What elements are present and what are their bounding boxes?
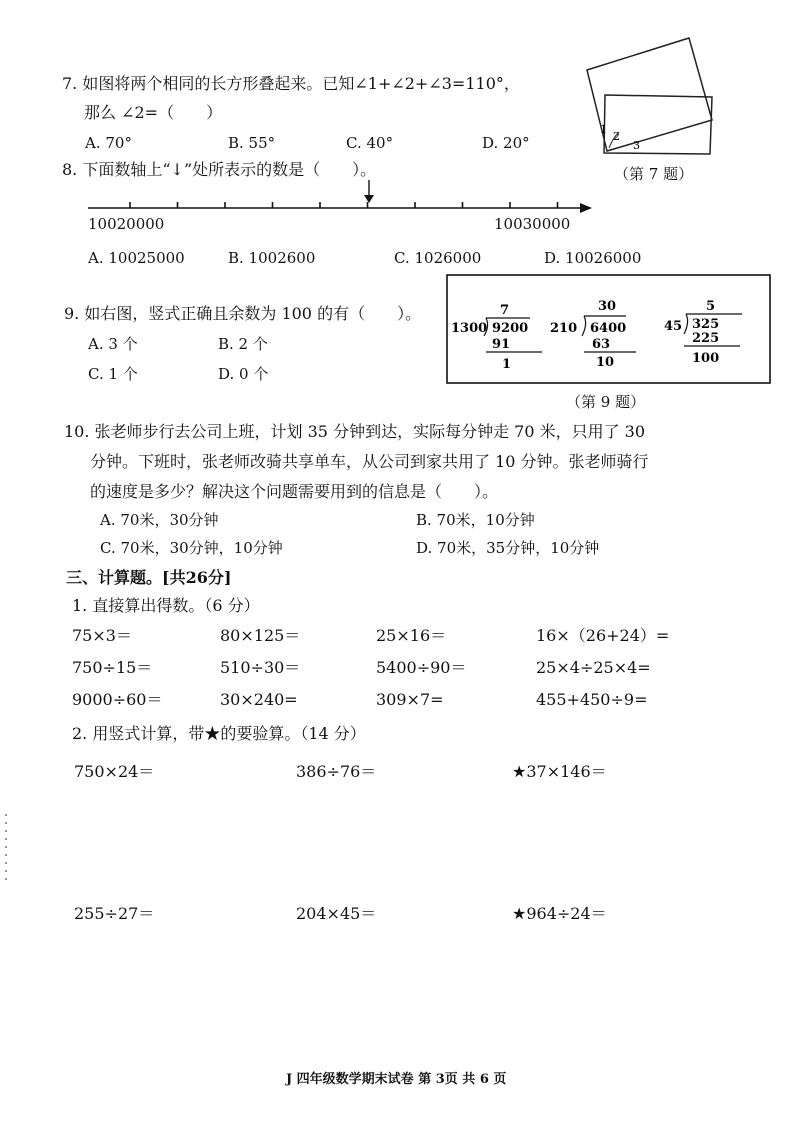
q9-option-a: A. 3 个 (88, 335, 138, 353)
vertical-calc-item: ★964÷24＝ (512, 904, 607, 923)
q9-division-box (446, 274, 772, 386)
division-2-product: 63 (592, 337, 611, 352)
q7-figure (585, 60, 725, 160)
section3-heading: 三、计算题。[共26分] (66, 568, 232, 587)
axis-left-label: 10020000 (88, 215, 165, 233)
calc-item: 16×（26+24）= (536, 626, 670, 645)
calc-item: 25×4÷25×4= (536, 658, 651, 677)
calc-item: 309×7= (376, 690, 444, 709)
division-1-remainder: 1 (502, 357, 512, 372)
number-line-ticks (130, 202, 558, 208)
q10-option-c: C. 70米，30分钟，10分钟 (100, 539, 283, 557)
division-2 (550, 299, 636, 370)
angle-label-1: 1 (600, 123, 607, 136)
division-3-product: 225 (692, 331, 720, 346)
division-2-quotient: 30 (598, 299, 617, 314)
division-3-divisor: 45 (664, 319, 683, 334)
q7-option-a: A. 70° (85, 134, 132, 152)
part1-title: 1. 直接算出得数。（6 分） (72, 596, 260, 615)
angle-label-3: 3 (633, 139, 640, 152)
q7-option-b: B. 55° (228, 134, 276, 152)
q8-text: 8. 下面数轴上“↓”处所表示的数是（ ）。 (62, 160, 377, 179)
division-2-divisor: 210 (550, 321, 578, 336)
q9-text: 9. 如右图，竖式正确且余数为 100 的有（ ）。 (64, 304, 422, 323)
division-1 (451, 303, 542, 372)
q8-option-a: A. 10025000 (88, 249, 185, 267)
vertical-calc-item: 750×24＝ (74, 762, 155, 781)
q10-line3: 的速度是多少？解决这个问题需要用到的信息是（ ）。 (90, 482, 499, 501)
q7-line2: 那么 ∠2=（ ） (84, 103, 223, 122)
calc-item: 80×125＝ (220, 626, 301, 645)
division-3-remainder: 100 (692, 351, 720, 366)
division-3-quotient: 5 (706, 299, 716, 314)
division-1-product: 91 (492, 337, 511, 352)
division-1-dividend: 9200 (492, 321, 529, 336)
division-1-divisor: 1300 (451, 321, 488, 336)
vertical-calc-item: 255÷27＝ (74, 904, 155, 923)
q9-option-b: B. 2 个 (218, 335, 268, 353)
q10-option-a: A. 70米，30分钟 (100, 511, 219, 529)
binding-margin-marks (2, 812, 10, 882)
q9-option-d: D. 0 个 (218, 365, 269, 383)
axis-right-label: 10030000 (494, 215, 571, 233)
q10-option-b: B. 70米，10分钟 (416, 511, 535, 529)
q8-option-d: D. 10026000 (544, 249, 642, 267)
calc-item: 455+450÷9= (536, 690, 648, 709)
q8-option-b: B. 1002600 (228, 249, 316, 267)
q7-line1: 7. 如图将两个相同的长方形叠起来。已知∠1+∠2+∠3=110°， (62, 74, 520, 93)
division-2-remainder: 10 (596, 355, 615, 370)
calc-item: 9000÷60＝ (72, 690, 163, 709)
calc-item: 510÷30＝ (220, 658, 301, 677)
vertical-calc-item: 204×45＝ (296, 904, 377, 923)
page-footer: J 四年级数学期末试卷 第 3页 共 6 页 (286, 1072, 507, 1087)
division-3-dividend: 325 (692, 317, 720, 332)
q10-line2: 分钟。下班时，张老师改骑共享单车，从公司到家共用了 10 分钟。张老师骑行 (90, 452, 649, 471)
calc-item: 25×16＝ (376, 626, 447, 645)
number-line-arrowhead (580, 203, 592, 213)
calc-item: 75×3＝ (72, 626, 132, 645)
vertical-calc-item: ★37×146＝ (512, 762, 607, 781)
q9-caption: （第 9 题） (566, 393, 646, 411)
q8-option-c: C. 1026000 (394, 249, 482, 267)
q7-option-c: C. 40° (346, 134, 394, 152)
division-3 (664, 299, 742, 366)
q7-option-d: D. 20° (482, 134, 530, 152)
division-2-dividend: 6400 (590, 321, 627, 336)
angle-label-2: 2 (613, 130, 620, 143)
q9-option-c: C. 1 个 (88, 365, 138, 383)
q10-line1: 10. 张老师步行去公司上班，计划 35 分钟到达，实际每分钟走 70 米，只用了 30 (64, 422, 646, 441)
part2-title: 2. 用竖式计算，带★的要验算。（14 分） (72, 724, 366, 743)
q10-option-d: D. 70米，35分钟，10分钟 (416, 539, 600, 557)
calc-item: 5400÷90＝ (376, 658, 467, 677)
down-arrow-head-icon (364, 195, 374, 203)
calc-item: 750÷15＝ (72, 658, 153, 677)
q7-figure-caption: （第 7 题） (614, 165, 694, 183)
calc-item: 30×240= (220, 690, 298, 709)
vertical-calc-item: 386÷76＝ (296, 762, 377, 781)
division-1-quotient: 7 (500, 303, 510, 318)
